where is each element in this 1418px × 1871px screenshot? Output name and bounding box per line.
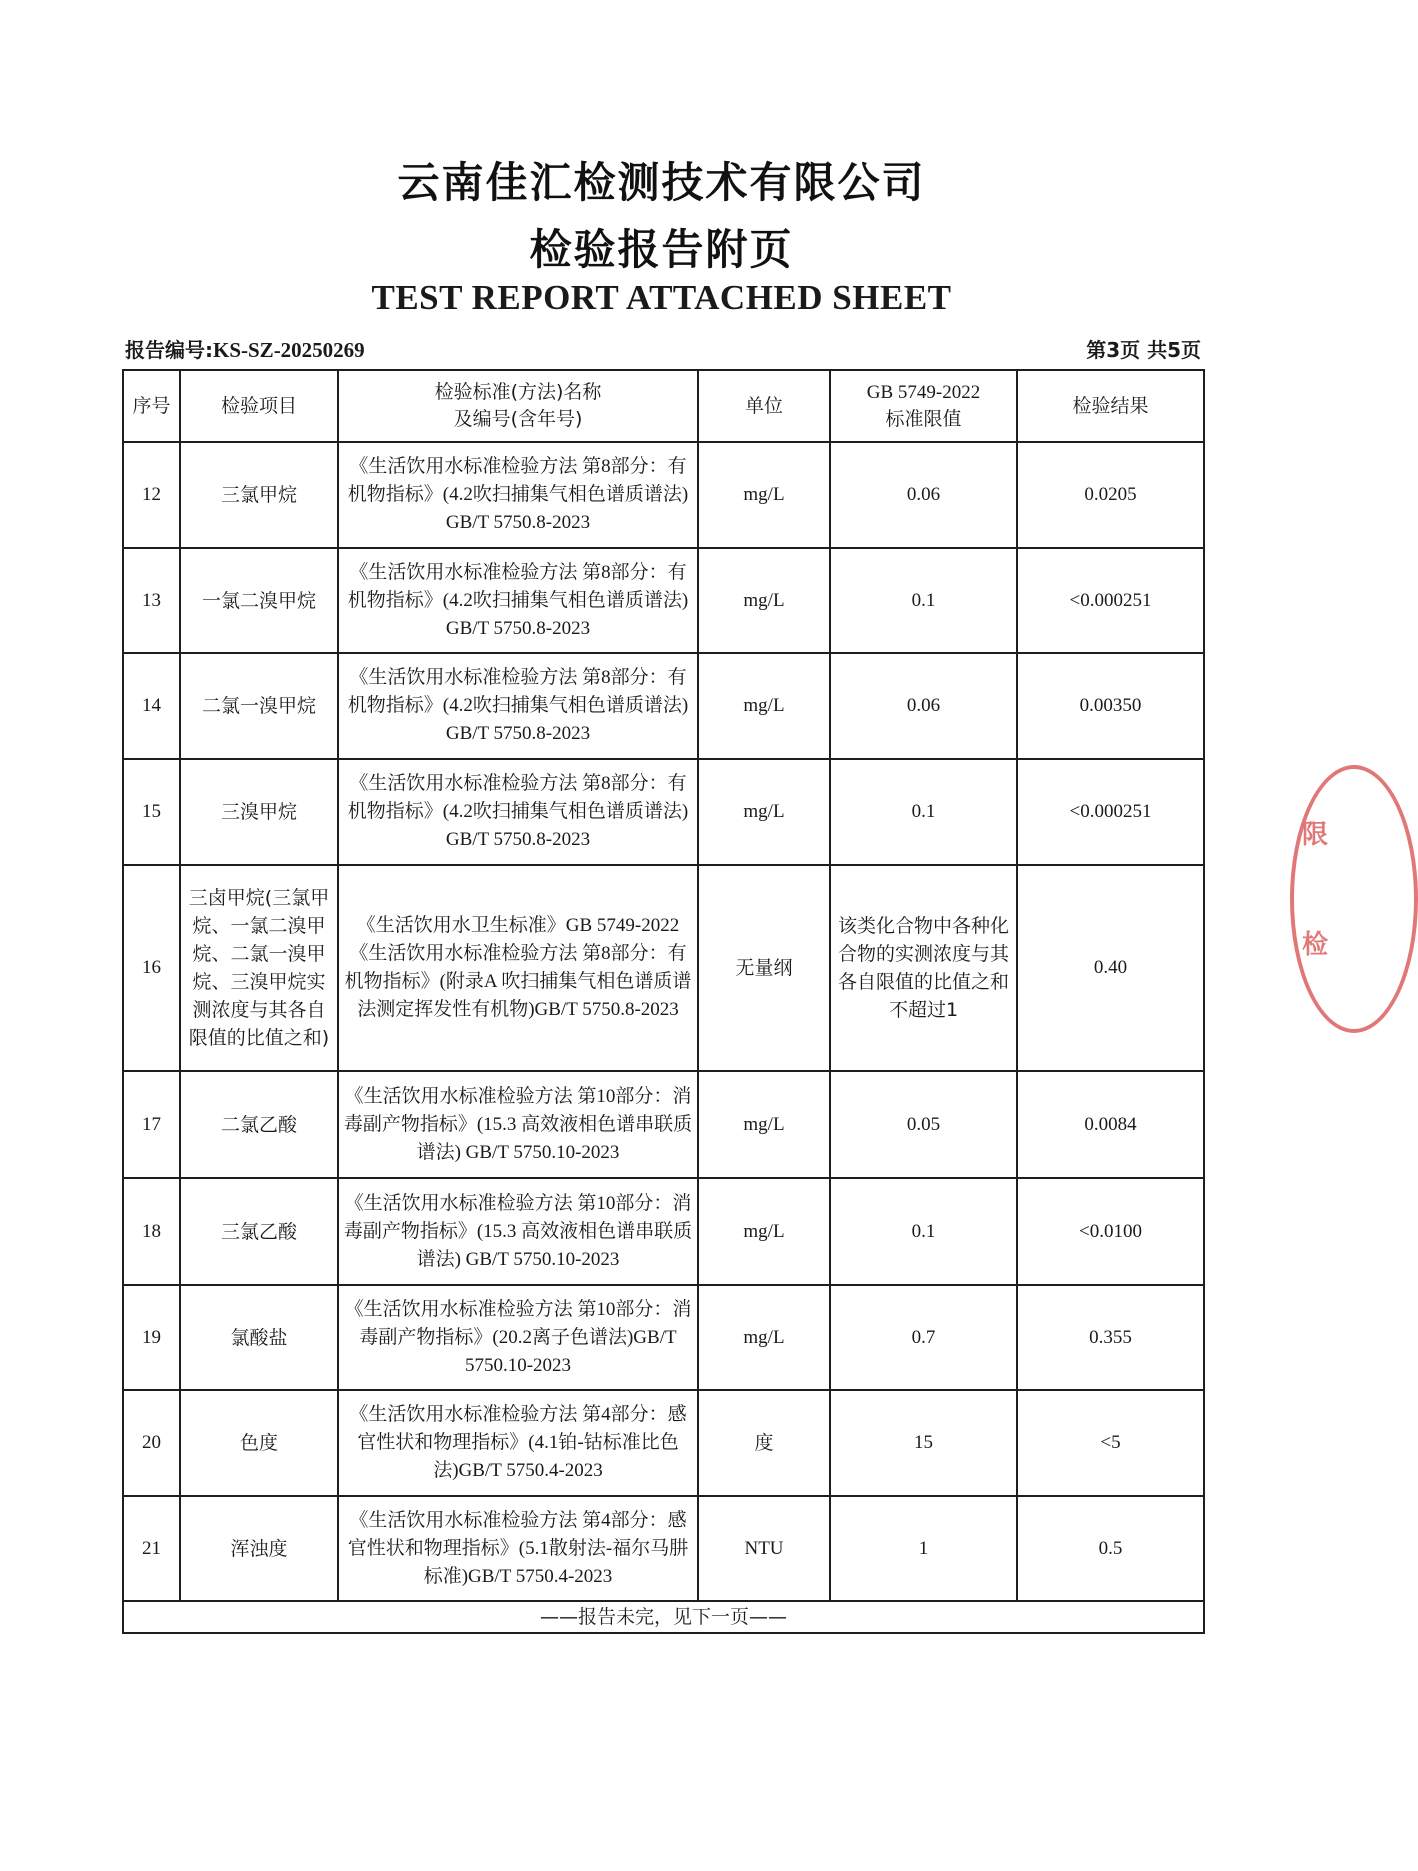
table-row — [123, 1285, 1204, 1390]
cell-item: 浑浊度 — [180, 1496, 338, 1601]
sheet-title-cn: 检验报告附页 — [529, 225, 794, 274]
col-header-result: 检验结果 — [1017, 370, 1204, 442]
cell-result: <5 — [1017, 1390, 1204, 1496]
cell-result: 0.00350 — [1017, 653, 1204, 759]
table-footer-row — [123, 1601, 1204, 1633]
cell-limit: 0.06 — [830, 653, 1017, 759]
col-header-limit-line2: 标准限值 — [885, 408, 962, 430]
cell-limit: 0.05 — [830, 1071, 1017, 1178]
cell-unit: mg/L — [698, 759, 830, 865]
cell-seq: 18 — [123, 1178, 180, 1285]
page-info-text: 第3页 共5页 — [1086, 338, 1201, 362]
cell-method: 《生活饮用水标准检验方法 第10部分：消毒副产物指标》(15.3 高效液相色谱串联质谱法) GB/T 5750.10-2023 — [338, 1071, 698, 1178]
cell-seq: 19 — [123, 1285, 180, 1390]
cell-seq: 20 — [123, 1390, 180, 1496]
cell-seq: 15 — [123, 759, 180, 865]
table-row — [123, 759, 1204, 865]
cell-unit: mg/L — [698, 1071, 830, 1178]
cell-item: 二氯一溴甲烷 — [180, 653, 338, 759]
cell-limit: 0.1 — [830, 1178, 1017, 1285]
cell-result: 0.0084 — [1017, 1071, 1204, 1178]
col-header-seq: 序号 — [123, 370, 180, 442]
cell-method: 《生活饮用水标准检验方法 第10部分：消毒副产物指标》(15.3 高效液相色谱串联质谱法) GB/T 5750.10-2023 — [338, 1178, 698, 1285]
cell-seq: 12 — [123, 442, 180, 548]
cell-method: 《生活饮用水标准检验方法 第4部分：感官性状和物理指标》(5.1散射法-福尔马肼标准)GB/T 5750.4-2023 — [338, 1496, 698, 1601]
table-row — [123, 1071, 1204, 1178]
cell-result: <0.0100 — [1017, 1178, 1204, 1285]
cell-item: 三氯乙酸 — [180, 1178, 338, 1285]
cell-item: 三溴甲烷 — [180, 759, 338, 865]
cell-limit: 1 — [830, 1496, 1017, 1601]
report-number — [125, 334, 365, 363]
cell-result: <0.000251 — [1017, 548, 1204, 653]
company-name: 云南佳汇检测技术有限公司 — [397, 158, 926, 207]
col-header-method-line2: 及编号(含年号) — [453, 408, 583, 430]
report-number-value: KS-SZ-20250269 — [213, 338, 365, 362]
results-table — [122, 369, 1205, 1634]
cell-method: 《生活饮用水标准检验方法 第8部分：有机物指标》(4.2吹扫捕集气相色谱质谱法) GB/T 5750.8-2023 — [338, 548, 698, 653]
cell-limit: 0.06 — [830, 442, 1017, 548]
cell-item: 三氯甲烷 — [180, 442, 338, 548]
cell-seq: 21 — [123, 1496, 180, 1601]
table-row — [123, 1390, 1204, 1496]
cell-item: 二氯乙酸 — [180, 1071, 338, 1178]
cell-method: 《生活饮用水标准检验方法 第8部分：有机物指标》(4.2吹扫捕集气相色谱质谱法) GB/T 5750.8-2023 — [338, 442, 698, 548]
cell-limit: 0.1 — [830, 548, 1017, 653]
cell-limit: 该类化合物中各种化合物的实测浓度与其各自限值的比值之和不超过1 — [830, 865, 1017, 1071]
cell-limit: 0.1 — [830, 759, 1017, 865]
cell-unit: mg/L — [698, 1285, 830, 1390]
cell-item: 色度 — [180, 1390, 338, 1496]
cell-limit: 15 — [830, 1390, 1017, 1496]
cell-unit: 无量纲 — [698, 865, 830, 1071]
cell-unit: mg/L — [698, 653, 830, 759]
cell-item: 氯酸盐 — [180, 1285, 338, 1390]
cell-unit: mg/L — [698, 442, 830, 548]
cell-seq: 16 — [123, 865, 180, 1071]
cell-result: 0.40 — [1017, 865, 1204, 1071]
red-seal-stamp — [1290, 765, 1418, 1033]
cell-result: 0.0205 — [1017, 442, 1204, 548]
cell-seq: 13 — [123, 548, 180, 653]
col-header-method — [338, 370, 698, 442]
table-row — [123, 1496, 1204, 1601]
table-row — [123, 548, 1204, 653]
cell-unit: NTU — [698, 1496, 830, 1601]
col-header-item: 检验项目 — [180, 370, 338, 442]
cell-unit: mg/L — [698, 1178, 830, 1285]
table-row — [123, 1178, 1204, 1285]
stamp-glyph-bottom: 检 — [1302, 930, 1329, 960]
cell-method: 《生活饮用水标准检验方法 第8部分：有机物指标》(4.2吹扫捕集气相色谱质谱法) GB/T 5750.8-2023 — [338, 653, 698, 759]
cell-item: 一氯二溴甲烷 — [180, 548, 338, 653]
table-row — [123, 442, 1204, 548]
report-number-label: 报告编号: — [125, 338, 213, 362]
cell-method: 《生活饮用水卫生标准》GB 5749-2022 《生活饮用水标准检验方法 第8部分：有机物指标》(附录A 吹扫捕集气相色谱质谱法测定挥发性有机物)GB/T 5750.8-2023 — [338, 865, 698, 1071]
col-header-unit: 单位 — [698, 370, 830, 442]
sheet-title-en: TEST REPORT ATTACHED SHEET — [371, 278, 952, 317]
cell-seq: 14 — [123, 653, 180, 759]
cell-unit: 度 — [698, 1390, 830, 1496]
stamp-glyph-top: 限 — [1302, 820, 1329, 850]
cell-method: 《生活饮用水标准检验方法 第10部分：消毒副产物指标》(20.2离子色谱法)GB/T 5750.10-2023 — [338, 1285, 698, 1390]
cell-result: <0.000251 — [1017, 759, 1204, 865]
col-header-limit-line1: GB 5749-2022 — [866, 382, 981, 403]
continuation-note: ——报告未完，见下一页—— — [123, 1601, 1204, 1633]
col-header-limit — [830, 370, 1017, 442]
cell-item: 三卤甲烷(三氯甲烷、一氯二溴甲烷、二氯一溴甲烷、三溴甲烷实测浓度与其各自限值的比值之和) — [180, 865, 338, 1071]
page-info — [1086, 334, 1201, 363]
table-row — [123, 865, 1204, 1071]
cell-method: 《生活饮用水标准检验方法 第8部分：有机物指标》(4.2吹扫捕集气相色谱质谱法) GB/T 5750.8-2023 — [338, 759, 698, 865]
cell-method: 《生活饮用水标准检验方法 第4部分：感官性状和物理指标》(4.1铂-钴标准比色法)GB/T 5750.4-2023 — [338, 1390, 698, 1496]
col-header-method-line1: 检验标准(方法)名称 — [434, 381, 602, 403]
cell-seq: 17 — [123, 1071, 180, 1178]
cell-result: 0.355 — [1017, 1285, 1204, 1390]
cell-limit: 0.7 — [830, 1285, 1017, 1390]
table-row — [123, 653, 1204, 759]
cell-unit: mg/L — [698, 548, 830, 653]
cell-result: 0.5 — [1017, 1496, 1204, 1601]
table-header-row — [123, 370, 1204, 442]
